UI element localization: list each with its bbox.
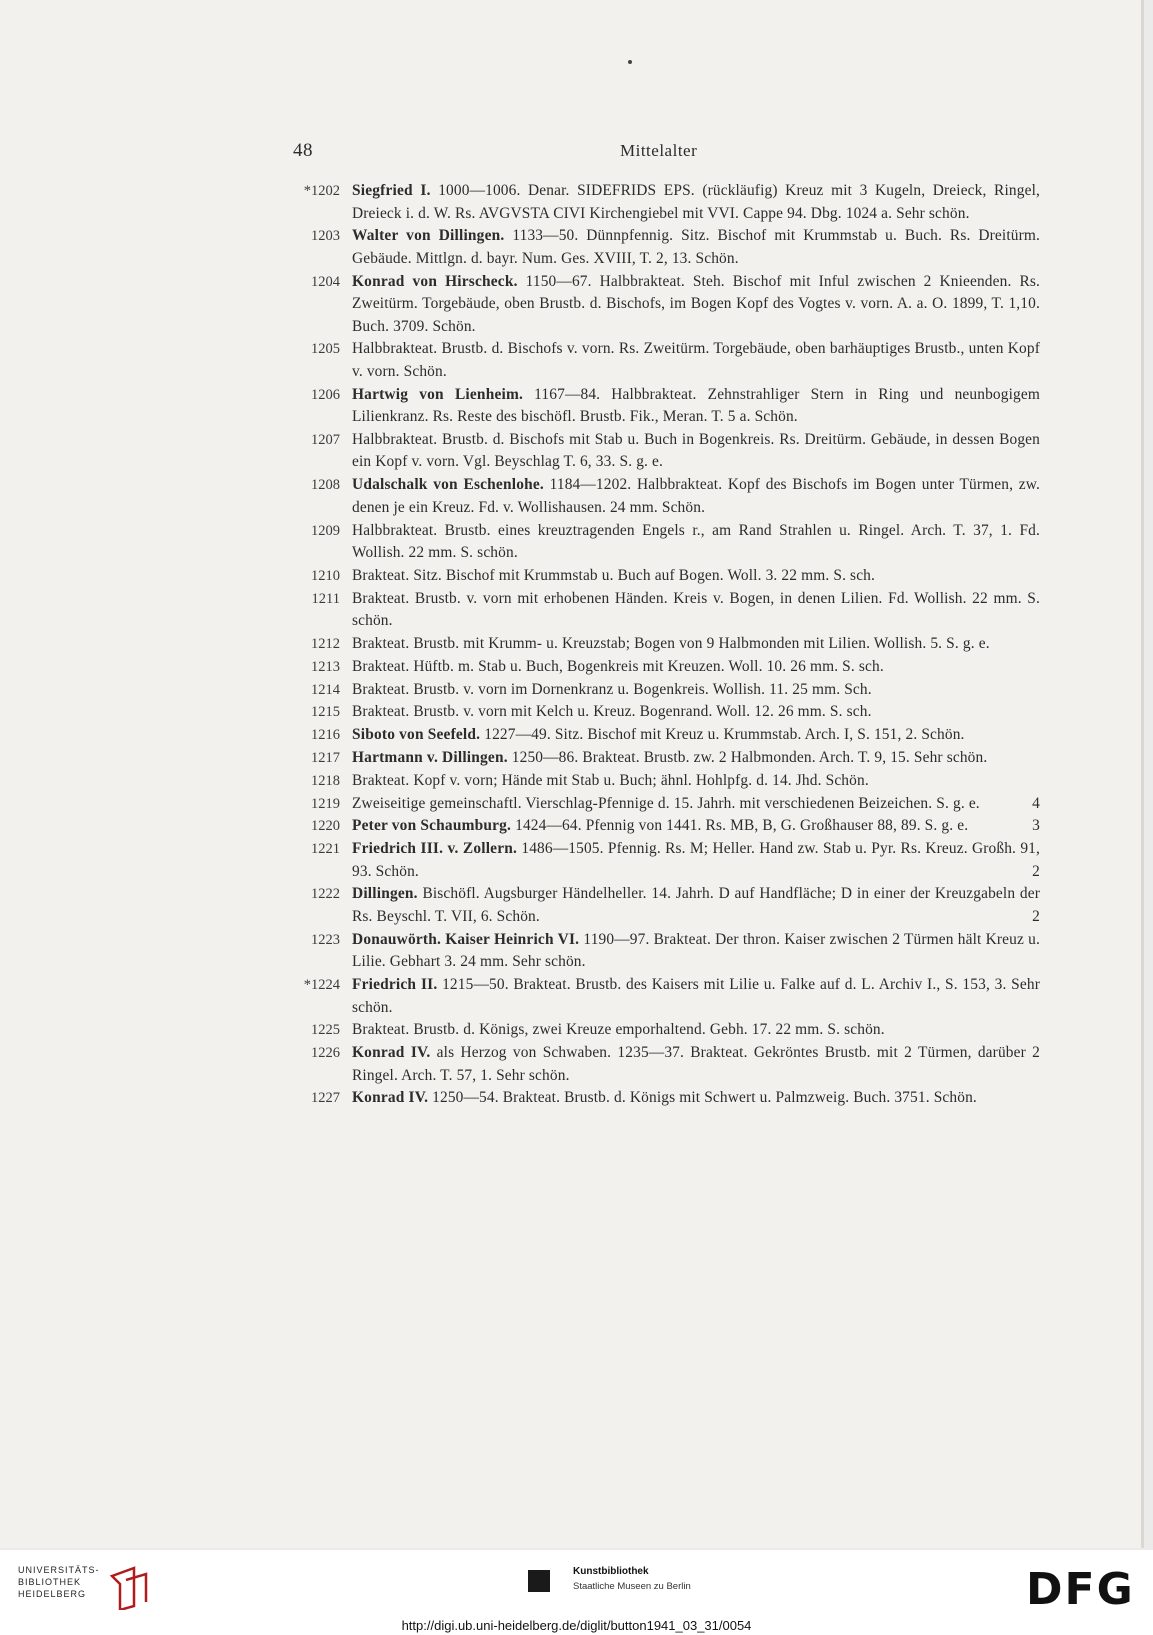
entry-number: 1215: [311, 704, 340, 721]
entry-ruler-name: Friedrich III. v. Zollern.: [352, 840, 518, 858]
catalog-entry: [280, 588, 1040, 633]
entry-text: Brakteat. Hüftb. m. Stab u. Buch, Bogenkreis mit Kreuzen. Woll. 10. 26 mm. S. sch.: [352, 657, 884, 675]
entry-description: [352, 588, 1040, 633]
entry-ruler-name: Konrad IV.: [352, 1089, 429, 1107]
entry-text: 1184—1202. Halbbrakteat. Kopf des Bischofs im Bogen unter Türmen, zw. denen je ein Kreuz. Fd. v. Wollishausen. 24 mm. Schön.: [352, 476, 1041, 516]
entry-number: 1209: [311, 522, 340, 539]
entry-description: [352, 656, 1040, 679]
entry-price: 3: [1032, 817, 1040, 835]
entry-description: [352, 271, 1040, 339]
entry-ruler-name: Hartmann v. Dillingen.: [352, 748, 508, 766]
entry-text: Brakteat. Brustb. mit Krumm- u. Kreuzstab; Bogen von 9 Halbmonden mit Lilien. Wollish. 5. S. g. e.: [352, 634, 990, 652]
catalog-entry: [280, 1042, 1040, 1087]
entry-ruler-name: Dillingen.: [352, 885, 418, 903]
catalog-entry: [280, 838, 1040, 883]
entry-description: [352, 180, 1040, 225]
catalog-entry: [280, 633, 1040, 656]
entry-description: [352, 724, 1040, 747]
entry-number: 1207: [311, 431, 340, 448]
entry-ruler-name: Udalschalk von Eschenlohe.: [352, 476, 544, 494]
catalog-entry: [280, 974, 1040, 1019]
entry-number: 1210: [311, 567, 340, 584]
entry-ruler-name: Konrad von Hirscheck.: [352, 272, 518, 290]
dfg-logo[interactable]: DFG: [1026, 1564, 1135, 1615]
catalog-entry: [280, 656, 1040, 679]
entry-description: [352, 974, 1040, 1019]
catalog-entry: [280, 747, 1040, 770]
entry-description: [352, 1042, 1040, 1087]
catalog-entry: [280, 701, 1040, 724]
catalog-entry: [280, 815, 1040, 838]
entry-number: 1219: [311, 795, 340, 812]
library-emblem-icon: [106, 1566, 152, 1610]
catalog-entry: [280, 338, 1040, 383]
entry-ruler-name: Peter von Schaumburg.: [352, 817, 512, 835]
catalog-entry: [280, 271, 1040, 339]
catalog-entry: [280, 883, 1040, 928]
catalog-entry: [280, 384, 1040, 429]
entry-number: 1226: [311, 1045, 340, 1062]
entry-description: [352, 633, 1040, 656]
entry-text: Brakteat. Brustb. d. Königs, zwei Kreuze emporhaltend. Gebh. 17. 22 mm. S. schön.: [352, 1021, 885, 1039]
entry-number: 1220: [311, 818, 340, 835]
entry-description: [352, 520, 1040, 565]
entry-description: [352, 384, 1040, 429]
entry-text: Brakteat. Brustb. v. vorn mit erhobenen Händen. Kreis v. Bogen, in denen Lilien. Fd. Wollish. 22 mm. S. schön.: [352, 589, 1040, 630]
library-name-line3: HEIDELBERG: [18, 1589, 87, 1599]
entry-number: 1218: [311, 772, 340, 789]
page-speck: [628, 60, 632, 64]
entry-number: 1208: [311, 477, 340, 494]
entry-ruler-name: Donauwörth. Kaiser Heinrich VI.: [352, 930, 580, 948]
entry-description: [352, 225, 1040, 270]
entry-description: [352, 679, 1040, 702]
entry-description: [352, 338, 1040, 383]
catalog-entry: [280, 770, 1040, 793]
entry-ruler-name: Walter von Dillingen.: [352, 227, 505, 245]
entry-number: 1204: [311, 273, 340, 290]
entry-number: 1221: [311, 841, 340, 858]
source-url[interactable]: http://digi.ub.uni-heidelberg.de/diglit/button1941_03_31/0054: [401, 1618, 752, 1633]
entry-text: Zweiseitige gemeinschaftl. Vierschlag-Pfennige d. 15. Jahrh. mit verschiedenen Beizeichen. S. g. e.: [352, 794, 980, 812]
catalog-entry: [280, 679, 1040, 702]
entry-ruler-name: Siegfried I.: [352, 182, 431, 199]
entry-description: [352, 793, 1040, 816]
entry-text: als Herzog von Schwaben. 1235—37. Brakteat. Gekröntes Brustb. mit 2 Türmen, darüber 2 Ringel. Arch. T. 57, 1. Sehr schön.: [352, 1044, 1040, 1084]
catalog-entry: [280, 1087, 1040, 1110]
kunstbibliothek-title: Kunstbibliothek: [573, 1566, 649, 1577]
entry-description: [352, 929, 1040, 974]
entry-price: 2: [1032, 862, 1040, 880]
entry-text: Brakteat. Brustb. v. vorn im Dornenkranz u. Bogenkreis. Wollish. 11. 25 mm. Sch.: [352, 680, 872, 698]
entry-number: *1202: [303, 183, 340, 199]
entry-number: 1222: [311, 886, 340, 903]
catalog-entry: [280, 225, 1040, 270]
kunstbibliothek-mark-icon: [528, 1570, 550, 1592]
entry-text: Halbbrakteat. Brustb. d. Bischofs mit Stab u. Buch in Bogenkreis. Rs. Dreitürm. Gebäude, in dessen Bogen ein Kopf v. vorn. Vgl. Beyschlag T. 6, 33. S. g. e.: [352, 430, 1040, 471]
library-name-line1: UNIVERSITÄTS-: [18, 1565, 100, 1575]
entry-number: 1205: [311, 341, 340, 358]
entry-number: 1212: [311, 635, 340, 652]
entry-text: 1227—49. Sitz. Bischof mit Kreuz u. Krummstab. Arch. I, S. 151, 2. Schön.: [484, 726, 965, 744]
entry-ruler-name: Konrad IV.: [352, 1044, 431, 1062]
entry-text: Brakteat. Sitz. Bischof mit Krummstab u. Buch auf Bogen. Woll. 3. 22 mm. S. sch.: [352, 566, 876, 584]
catalog-entry: [280, 520, 1040, 565]
entry-number: 1227: [311, 1090, 340, 1107]
entry-text: 1000—1006. Denar. SIDEFRIDS EPS. (rückläufig) Kreuz mit 3 Kugeln, Dreieck, Ringel, Dreieck i. d. W. Rs. AVGVSTA CIVI Kirchengiebel mit VVI. Cappe 94. Dbg. 1024 a. Sehr schön.: [352, 182, 1040, 222]
entry-number: 1225: [311, 1022, 340, 1039]
entry-number: 1216: [311, 727, 340, 744]
catalog-entry: [280, 429, 1040, 474]
entry-price: 2: [1032, 907, 1040, 925]
entry-text: 1250—54. Brakteat. Brustb. d. Königs mit Schwert u. Palmzweig. Buch. 3751. Schön.: [432, 1089, 977, 1107]
catalog-entry: [280, 793, 1040, 816]
entry-number: 1211: [311, 590, 340, 607]
catalog-entry: [280, 1019, 1040, 1042]
entry-text: 1190—97. Brakteat. Der thron. Kaiser zwischen 2 Türmen hält Kreuz u. Lilie. Gebhart 3. 24 mm. Sehr schön.: [352, 930, 1040, 971]
entry-text: Halbbrakteat. Brustb. eines kreuztragenden Engels r., am Rand Strahlen u. Ringel. Arch. T. 37, 1. Fd. Wollish. 22 mm. S. schön.: [352, 521, 1040, 562]
entry-text: Brakteat. Kopf v. vorn; Hände mit Stab u. Buch; ähnl. Hohlpfg. d. 14. Jhd. Schön.: [352, 771, 869, 789]
catalog-entry: [280, 565, 1040, 588]
catalog-entry: [280, 474, 1040, 519]
entry-price: 4: [1032, 794, 1040, 812]
entry-description: [352, 1019, 1040, 1042]
entry-text: Bischöfl. Augsburger Händelheller. 14. Jahrh. D auf Handfläche; D in einer der Kreuzgabeln der Rs. Beyschl. T. VII, 6. Schön.: [352, 885, 1040, 925]
entry-ruler-name: Friedrich II.: [352, 976, 438, 994]
heidelberg-library-logo[interactable]: [18, 1564, 100, 1600]
entry-description: [352, 747, 1040, 770]
entry-number: *1224: [303, 977, 340, 994]
entry-description: [352, 565, 1040, 588]
entry-ruler-name: Siboto von Seefeld.: [352, 726, 481, 744]
page-number: 48: [293, 140, 313, 161]
entry-number: 1213: [311, 658, 340, 675]
kunstbibliothek-subtitle: Staatliche Museen zu Berlin: [573, 1581, 691, 1592]
catalog-entry: [280, 724, 1040, 747]
entry-text: 1133—50. Dünnpfennig. Sitz. Bischof mit Krummstab u. Buch. Rs. Dreitürm. Gebäude. Mittlgn. d. bayr. Num. Ges. XVIII, T. 2, 13. Schön.: [352, 227, 1041, 267]
entry-description: [352, 883, 1040, 928]
entry-text: 1424—64. Pfennig von 1441. Rs. MB, B, G. Großhauser 88, 89. S. g. e.: [515, 817, 969, 835]
entry-description: [352, 770, 1040, 793]
library-name-line2: BIBLIOTHEK: [18, 1577, 82, 1587]
entry-text: 1167—84. Halbbrakteat. Zehnstrahliger Stern in Ring und neunbogigem Lilienkranz. Rs. Reste des bischöfl. Brustb. Fik., Meran. T. 5 a. Schön.: [352, 385, 1040, 426]
entry-text: 1215—50. Brakteat. Brustb. des Kaisers mit Lilie u. Falke auf d. L. Archiv I., S. 153, 3. Sehr schön.: [352, 976, 1040, 1016]
entry-number: 1223: [311, 931, 340, 948]
entry-description: [352, 815, 1040, 838]
entry-text: 1486—1505. Pfennig. Rs. M; Heller. Hand zw. Stab u. Pyr. Rs. Kreuz. Großh. 91, 93. Schön.: [352, 840, 1041, 880]
entry-number: 1214: [311, 681, 340, 698]
entry-number: 1217: [311, 749, 340, 766]
catalog-entry: [280, 929, 1040, 974]
catalog-entries: [280, 180, 1040, 1110]
entry-text: 1150—67. Halbbrakteat. Steh. Bischof mit Inful zwischen 2 Knieenden. Rs. Zweitürm. Torgebäude, oben Brustb. d. Bischofs, im Bogen Kopf des Vogtes v. vorn. A. a. O. 1899, T. 1,10. Buch. 3709. Schön.: [352, 272, 1040, 335]
catalog-entry: [280, 180, 1040, 225]
entry-description: [352, 1087, 1040, 1110]
entry-number: 1206: [311, 386, 340, 403]
entry-text: 1250—86. Brakteat. Brustb. zw. 2 Halbmonden. Arch. T. 9, 15. Sehr schön.: [511, 748, 988, 766]
footer-bar: [0, 1550, 1153, 1635]
entry-text: Brakteat. Brustb. v. vorn mit Kelch u. Kreuz. Bogenrand. Woll. 12. 26 mm. S. sch.: [352, 703, 872, 721]
entry-description: [352, 474, 1040, 519]
entry-description: [352, 701, 1040, 724]
entry-ruler-name: Hartwig von Lienheim.: [352, 385, 524, 403]
entry-number: 1203: [311, 228, 340, 245]
entry-description: [352, 429, 1040, 474]
entry-text: Halbbrakteat. Brustb. d. Bischofs v. vorn. Rs. Zweitürm. Torgebäude, oben barhäuptiges Brustb., unten Kopf v. vorn. Schön.: [352, 340, 1040, 380]
running-head: Mittelalter: [620, 141, 698, 160]
entry-description: [352, 838, 1040, 883]
